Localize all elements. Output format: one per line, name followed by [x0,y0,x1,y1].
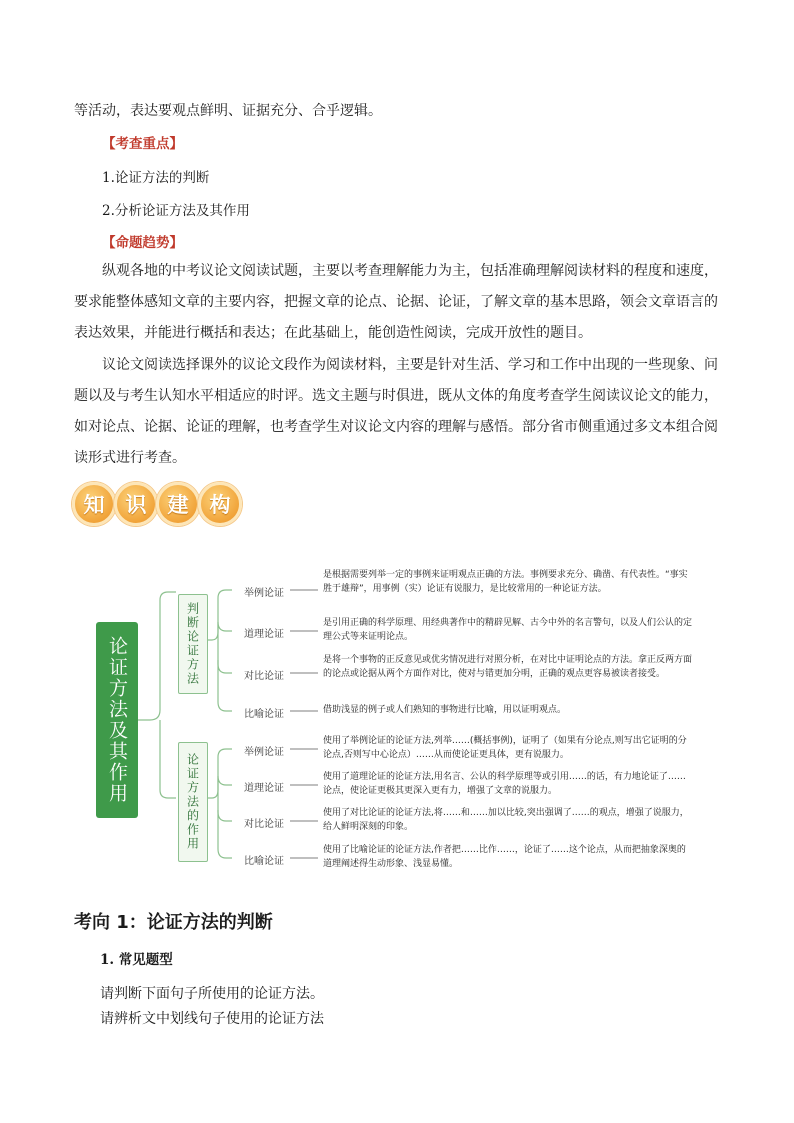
focus-item-1: 1.论证方法的判断 [102,170,210,186]
mind-map-root: 论证方法及其作用 [96,622,138,818]
leaf-label: 道理论证 [244,783,284,794]
branch-effect: 论证方法的作用 [178,742,208,862]
focus-heading: 【考查重点】 [102,136,183,152]
section-title: 考向 1：论证方法的判断 [74,912,273,933]
section-subtitle: 1. 常见题型 [100,952,173,968]
banner-char: 建 [156,482,200,526]
intro-line: 等活动，表达要观点鲜明、证据充分、合乎逻辑。 [74,103,382,119]
banner-char: 识 [114,482,158,526]
trend-paragraph-1: 纵观各地的中考议论文阅读试题，主要以考查理解能力为主，包括准确理解阅读材料的程度和速度，要求能整体感知文章的主要内容，把握文章的论点、论据、论证，了解文章的基本思路，领会文章语言的表达效果，并能进行概括和表达；在此基础上，能创造性阅读，完成开放性的题目。 [74,263,718,341]
leaf-description: 是引用正确的科学原理、用经典著作中的精辟见解、古今中外的名言警句，以及人们公认的定理公式等来证明论点。 [323,618,693,642]
banner-char: 知 [72,482,116,526]
section-line-2: 请辨析文中划线句子使用的论证方法 [100,1011,324,1027]
leaf-label: 对比论证 [244,671,284,682]
trend-paragraph-2: 议论文阅读选择课外的议论文段作为阅读材料，主要是针对生活、学习和工作中出现的一些现象、问题以及与考生认知水平相适应的时评。选文主题与时俱进，既从文体的角度考查学生阅读议论文的能力，如对论点、论据、论证的理解，也考查学生对议论文内容的理解与感悟。部分省市侧重通过多文本组合阅读形式进行考查。 [74,357,718,466]
leaf-label: 对比论证 [244,819,284,830]
banner-char: 构 [198,482,242,526]
leaf-label: 举例论证 [244,588,284,599]
leaf-label: 比喻论证 [244,709,284,720]
branch-judge: 判断论证方法 [178,594,208,694]
leaf-description: 使用了比喻论证的论证方法,作者把……比作……，论证了……这个论点，从而把抽象深奥的道理阐述得生动形象、浅显易懂。 [323,845,686,869]
leaf-label: 比喻论证 [244,856,284,867]
leaf-description: 是将一个事物的正反意见或优劣情况进行对照分析，在对比中证明论点的方法。拿正反两方面的论点或论据从两个方面作对比，使对与错更加分明，正确的观点更容易被读者接受。 [323,655,693,679]
trend-heading: 【命题趋势】 [102,235,183,251]
leaf-description: 使用了举例论证的论证方法,列举……(概括事例)，证明了（如果有分论点,则写出它证明的分论点,否则写中心论点）……从而使论证更具体，更有说服力。 [323,736,687,760]
focus-item-2: 2.分析论证方法及其作用 [102,203,250,219]
leaf-description: 使用了对比论证的论证方法,将……和……加以比较,突出强调了……的观点，增强了说服力，给人鲜明深刻的印象。 [323,808,689,832]
leaf-description: 是根据需要列举一定的事例来证明观点正确的方法。事例要求充分、确凿、有代表性。“事实胜于雄辩”，用事例（实）论证有说服力，是比较常用的一种论证方法。 [323,570,688,594]
leaf-description: 使用了道理论证的论证方法,用名言、公认的科学原理等或引用……的话，有力地论证了……论点，使论证更极其更深入更有力，增强了文章的说服力。 [323,772,686,796]
leaf-label: 举例论证 [244,747,284,758]
leaf-label: 道理论证 [244,629,284,640]
section-line-1: 请判断下面句子所使用的论证方法。 [100,986,324,1002]
leaf-description: 借助浅显的例子或人们熟知的事物进行比喻，用以证明观点。 [323,705,567,715]
